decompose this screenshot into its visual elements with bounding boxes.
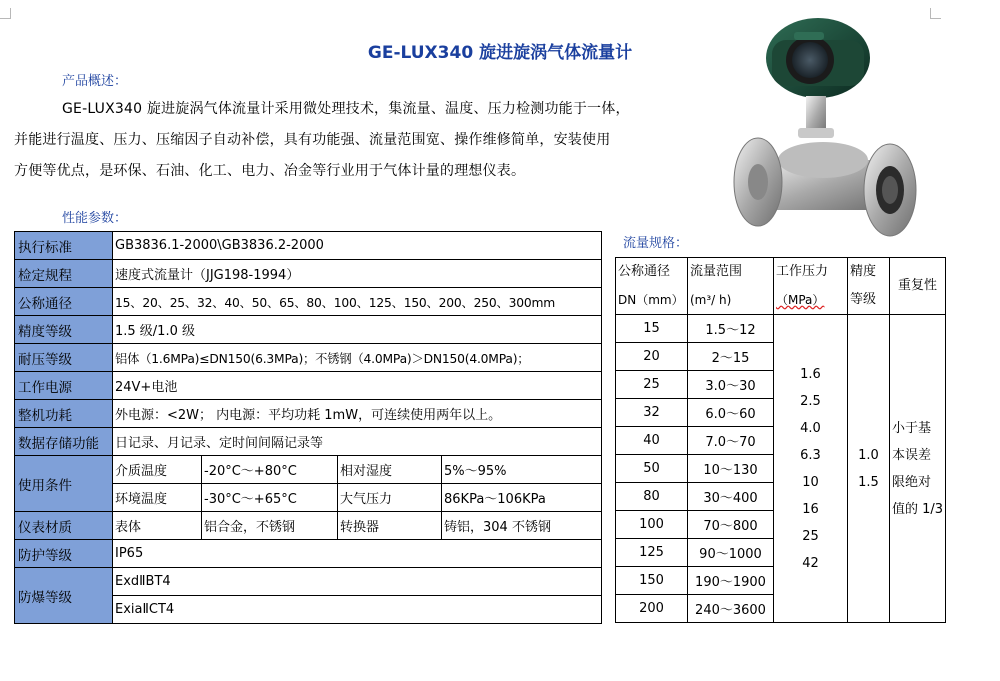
row-label: 防护等级 <box>15 540 113 568</box>
row-value: ExdⅡBT4 <box>113 568 602 596</box>
overview-line: GE-LUX340 旋进旋涡气体流量计采用微处理技术，集流量、温度、压力检测功能于一体， <box>62 101 630 117</box>
table-row <box>15 568 602 596</box>
table-header-row <box>616 258 946 315</box>
flowmeter-product-image <box>718 10 933 250</box>
column-header-dn: 公称通径 DN（mm） <box>616 258 688 315</box>
overview-line: 并能进行温度、压力、压缩因子自动补偿，具有功能强、流量范围宽、操作维修简单，安装使用 <box>14 132 611 148</box>
flow-heading: 流量规格： <box>623 236 689 251</box>
table-row <box>616 315 946 343</box>
row-label: 仪表材质 <box>15 512 113 540</box>
pressure-cell: 1.6 2.5 4.0 6.3 10 16 25 42 <box>774 315 848 623</box>
material-cell: 表体 <box>113 512 202 540</box>
dn-cell: 150 <box>616 567 688 595</box>
range-cell: 30～400 <box>688 483 774 511</box>
dn-cell: 20 <box>616 343 688 371</box>
range-cell: 3.0～30 <box>688 371 774 399</box>
column-header-range: 流量范围 (m³/ h) <box>688 258 774 315</box>
row-value: 速度式流量计（JJG198-1994） <box>113 260 602 288</box>
range-cell: 10～130 <box>688 455 774 483</box>
condition-cell: 相对湿度 <box>338 456 442 484</box>
range-cell: 7.0～70 <box>688 427 774 455</box>
row-label: 耐压等级 <box>15 344 113 372</box>
dn-cell: 40 <box>616 427 688 455</box>
condition-cell: 环境温度 <box>113 484 202 512</box>
range-cell: 70～800 <box>688 511 774 539</box>
row-value: IP65 <box>113 540 602 568</box>
condition-cell: -20°C～+80°C <box>202 456 338 484</box>
row-label: 工作电源 <box>15 372 113 400</box>
table-row <box>15 400 602 428</box>
range-cell: 190～1900 <box>688 567 774 595</box>
row-value: 日记录、月记录、定时间间隔记录等 <box>113 428 602 456</box>
repeatability-cell: 小于基 本误差 限绝对 值的 1/3 <box>890 315 946 623</box>
range-cell: 240～3600 <box>688 595 774 623</box>
row-label: 执行标准 <box>15 232 113 260</box>
table-row <box>15 456 602 484</box>
dn-cell: 200 <box>616 595 688 623</box>
condition-cell: 介质温度 <box>113 456 202 484</box>
table-row <box>15 232 602 260</box>
range-cell: 1.5～12 <box>688 315 774 343</box>
row-value: 15、20、25、32、40、50、65、80、100、125、150、200、250、300mm <box>113 288 602 316</box>
material-cell: 铸铝，304 不锈钢 <box>442 512 602 540</box>
table-row <box>15 260 602 288</box>
material-cell: 转换器 <box>338 512 442 540</box>
dn-cell: 100 <box>616 511 688 539</box>
page-title: GE-LUX340 旋进旋涡气体流量计 <box>367 43 633 63</box>
dn-cell: 32 <box>616 399 688 427</box>
row-value: 24V+电池 <box>113 372 602 400</box>
condition-cell: 86KPa～106KPa <box>442 484 602 512</box>
overview-heading: 产品概述： <box>62 74 128 89</box>
row-label: 精度等级 <box>15 316 113 344</box>
overview-line: 方便等优点，是环保、石油、化工、电力、冶金等行业用于气体计量的理想仪表。 <box>14 163 526 179</box>
dn-cell: 50 <box>616 455 688 483</box>
material-cell: 铝合金，不锈钢 <box>202 512 338 540</box>
table-row <box>15 512 602 540</box>
column-header-repeatability: 重复性 <box>890 258 946 315</box>
row-label: 检定规程 <box>15 260 113 288</box>
performance-table <box>14 231 602 624</box>
condition-cell: 5%～95% <box>442 456 602 484</box>
row-label: 数据存储功能 <box>15 428 113 456</box>
overview-text <box>14 94 686 187</box>
table-row <box>15 540 602 568</box>
performance-heading: 性能参数： <box>62 211 128 226</box>
row-label: 整机功耗 <box>15 400 113 428</box>
condition-cell: -30°C～+65°C <box>202 484 338 512</box>
condition-cell: 大气压力 <box>338 484 442 512</box>
row-label: 使用条件 <box>15 456 113 512</box>
row-value: 铝体（1.6MPa)≤DN150(6.3MPa)；不锈钢（4.0MPa)＞DN150(4.0MPa)； <box>113 344 602 372</box>
table-row <box>15 372 602 400</box>
row-value: ExiaⅡCT4 <box>113 596 602 624</box>
table-row <box>15 316 602 344</box>
accuracy-cell: 1.0 1.5 <box>848 315 890 623</box>
range-cell: 90～1000 <box>688 539 774 567</box>
range-cell: 2～15 <box>688 343 774 371</box>
dn-cell: 25 <box>616 371 688 399</box>
dn-cell: 15 <box>616 315 688 343</box>
column-header-pressure: 工作压力 （MPa） <box>774 258 848 315</box>
page-corner-mark <box>0 8 11 19</box>
row-value: 1.5 级/1.0 级 <box>113 316 602 344</box>
table-row <box>15 428 602 456</box>
row-label: 防爆等级 <box>15 568 113 624</box>
flow-spec-table <box>615 257 946 623</box>
table-row <box>15 288 602 316</box>
table-row <box>15 344 602 372</box>
row-label: 公称通径 <box>15 288 113 316</box>
column-header-accuracy: 精度 等级 <box>848 258 890 315</box>
dn-cell: 80 <box>616 483 688 511</box>
range-cell: 6.0～60 <box>688 399 774 427</box>
row-value: GB3836.1-2000\GB3836.2-2000 <box>113 232 602 260</box>
row-value: 外电源：<2W； 内电源：平均功耗 1mW，可连续使用两年以上。 <box>113 400 602 428</box>
dn-cell: 125 <box>616 539 688 567</box>
